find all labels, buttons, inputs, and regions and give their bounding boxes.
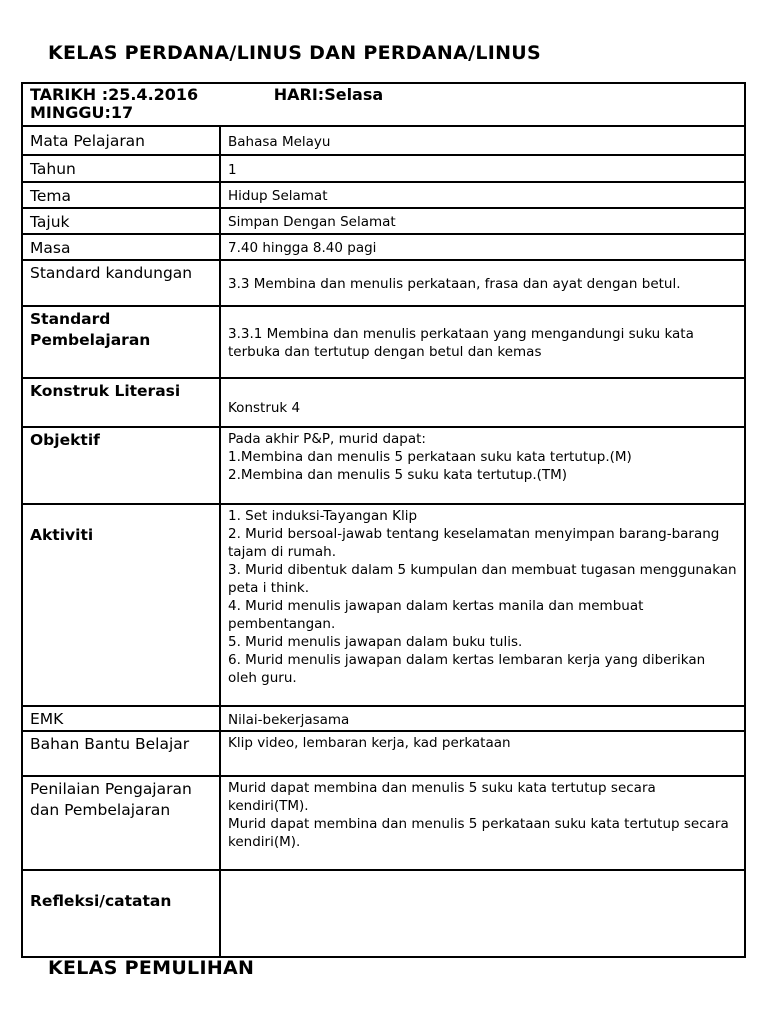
row-tema — [22, 182, 745, 208]
standard-pembelajaran-value: 3.3.1 Membina dan menulis perkataan yang mengandungi suku kata terbuka dan tertutup dengan betul dan kemas — [220, 306, 745, 378]
masa-label: Masa — [22, 234, 220, 260]
row-refleksi — [22, 870, 745, 957]
tema-label: Tema — [22, 182, 220, 208]
date-cell — [22, 83, 745, 126]
mata-pelajaran-value: Bahasa Melayu — [220, 126, 745, 155]
row-standard-pembelajaran — [22, 306, 745, 378]
aktiviti-line: 2. Murid bersoal-jawab tentang keselamatan menyimpan barang-barang tajam di rumah. — [228, 526, 720, 560]
penilaian-line: Murid dapat membina dan menulis 5 suku kata tertutup secara kendiri(TM). — [228, 780, 656, 814]
objektif-value — [220, 427, 745, 504]
penilaian-value — [220, 776, 745, 870]
tarikh-text: TARIKH :25.4.2016 — [30, 85, 199, 104]
row-tajuk — [22, 208, 745, 234]
aktiviti-line: 6. Murid menulis jawapan dalam kertas lembaran kerja yang diberikan oleh guru. — [228, 652, 706, 686]
konstruk-literasi-value: Konstruk 4 — [220, 378, 745, 427]
konstruk-literasi-label: Konstruk Literasi — [22, 378, 220, 427]
section-title-pemulihan: KELAS PEMULIHAN — [48, 957, 255, 979]
aktiviti-line: 1. Set induksi-Tayangan Klip — [228, 508, 418, 524]
tahun-label: Tahun — [22, 155, 220, 182]
objektif-line: Pada akhir P&P, murid dapat: — [228, 431, 426, 447]
standard-kandungan-label: Standard kandungan — [22, 260, 220, 306]
aktiviti-value — [220, 504, 745, 706]
row-bahan-bantu — [22, 731, 745, 776]
penilaian-label: Penilaian Pengajaran dan Pembelajaran — [22, 776, 220, 870]
row-mata-pelajaran — [22, 126, 745, 155]
row-konstruk-literasi — [22, 378, 745, 427]
tajuk-label: Tajuk — [22, 208, 220, 234]
row-aktiviti — [22, 504, 745, 706]
objektif-line: 2.Membina dan menulis 5 suku kata tertutup.(TM) — [228, 467, 568, 483]
page-title: KELAS PERDANA/LINUS DAN PERDANA/LINUS — [48, 42, 542, 64]
minggu-text: MINGGU:17 — [30, 103, 134, 122]
aktiviti-line: 3. Murid dibentuk dalam 5 kumpulan dan membuat tugasan menggunakan peta i think. — [228, 562, 737, 596]
row-standard-kandungan — [22, 260, 745, 306]
tahun-value: 1 — [220, 155, 745, 182]
aktiviti-label: Aktiviti — [22, 504, 220, 706]
date-row — [22, 83, 745, 126]
row-tahun — [22, 155, 745, 182]
aktiviti-line: 4. Murid menulis jawapan dalam kertas manila dan membuat pembentangan. — [228, 598, 644, 632]
tajuk-value: Simpan Dengan Selamat — [220, 208, 745, 234]
bahan-bantu-value: Klip video, lembaran kerja, kad perkataan — [220, 731, 745, 776]
row-penilaian — [22, 776, 745, 870]
emk-label: EMK — [22, 706, 220, 731]
penilaian-line: Murid dapat membina dan menulis 5 perkataan suku kata tertutup secara kendiri(M). — [228, 816, 729, 850]
objektif-label: Objektif — [22, 427, 220, 504]
tema-value: Hidup Selamat — [220, 182, 745, 208]
hari-text: HARI:Selasa — [273, 85, 384, 104]
bahan-bantu-label: Bahan Bantu Belajar — [22, 731, 220, 776]
lesson-plan-table — [21, 82, 746, 958]
refleksi-value — [220, 870, 745, 957]
mata-pelajaran-label: Mata Pelajaran — [22, 126, 220, 155]
refleksi-label: Refleksi/catatan — [22, 870, 220, 957]
row-masa — [22, 234, 745, 260]
row-emk — [22, 706, 745, 731]
standard-pembelajaran-label: Standard Pembelajaran — [22, 306, 220, 378]
objektif-line: 1.Membina dan menulis 5 perkataan suku kata tertutup.(M) — [228, 449, 632, 465]
masa-value: 7.40 hingga 8.40 pagi — [220, 234, 745, 260]
row-objektif — [22, 427, 745, 504]
standard-kandungan-value: 3.3 Membina dan menulis perkataan, frasa dan ayat dengan betul. — [220, 260, 745, 306]
emk-value: Nilai-bekerjasama — [220, 706, 745, 731]
aktiviti-line: 5. Murid menulis jawapan dalam buku tulis. — [228, 634, 523, 650]
